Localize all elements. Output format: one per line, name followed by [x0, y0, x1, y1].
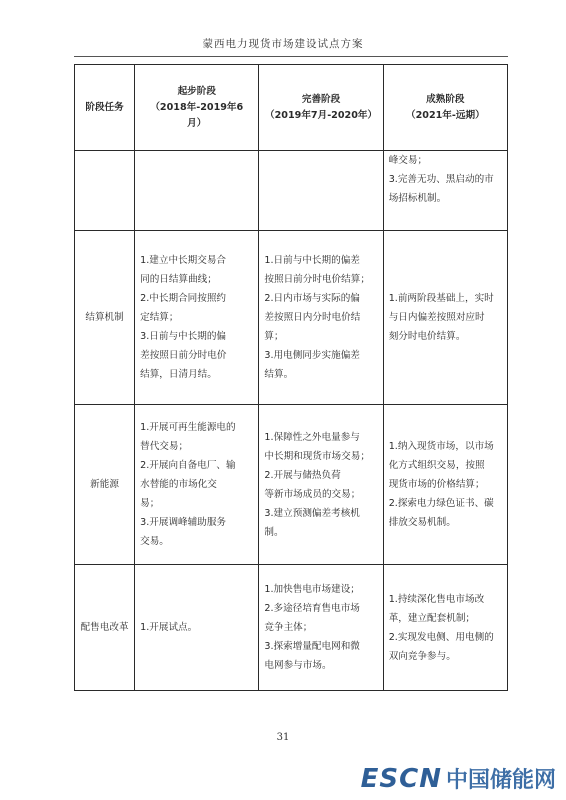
cell-text-line: 与日内偏差按照对应时 — [388, 312, 485, 323]
column-header-line: （2018年-2019年6 — [150, 101, 244, 113]
cell-mature-stage — [383, 151, 507, 231]
cell-text-line: 差按照日前分时电价 — [140, 350, 227, 361]
watermark-logo — [361, 763, 556, 794]
cell-text-line: 中长期和现货市场交易； — [264, 450, 370, 462]
cell-text-line: 结算。 — [264, 369, 294, 380]
cell-text-line: 1.前两阶段基础上，实时 — [388, 293, 494, 304]
cell-text-line: 排放交易机制。 — [388, 517, 456, 528]
cell-text-line: 易； — [140, 498, 160, 509]
watermark-latin: ESCN — [360, 763, 442, 794]
cell-text-line: 1.开展试点。 — [140, 622, 198, 633]
cell-text-line: 3.开展调峰辅助服务 — [140, 517, 227, 528]
cell-text-line: 水替能的市场化交 — [140, 479, 217, 490]
header-rule — [74, 56, 508, 57]
cell-start-stage — [135, 151, 259, 231]
cell-start-stage — [135, 231, 259, 405]
cell-text-line: 3.探索增量配电网和微 — [264, 641, 360, 652]
table-header-row — [75, 65, 508, 151]
cell-text-line: 1.保障性之外电量参与 — [264, 431, 360, 443]
cell-mature-stage — [383, 565, 507, 691]
cell-text-line: 2.探索电力绿色证书、碳 — [388, 498, 494, 509]
cell-improve-stage — [259, 231, 383, 405]
cell-mature-stage — [383, 231, 507, 405]
column-header-line: 完善阶段 — [301, 93, 341, 105]
cell-text-line: 竞争主体； — [264, 622, 313, 633]
cell-improve-stage — [259, 565, 383, 691]
column-header-line: （2019年7月-2020年） — [265, 109, 378, 121]
column-header-line: 成熟阶段 — [426, 93, 465, 105]
cell-text-line: 3.完善无功、黑启动的市 — [388, 174, 494, 185]
column-header-line: 阶段任务 — [85, 101, 124, 113]
cell-text-line: 差按照日内分时电价结 — [264, 312, 361, 323]
cell-text-line: 2.开展与储热负荷 — [264, 469, 341, 481]
cell-text-line: 等新市场成员的交易； — [264, 488, 361, 500]
row-task-label: 结算机制 — [75, 231, 135, 405]
cell-start-stage — [135, 405, 259, 565]
cell-text-line: 3.用电侧同步实施偏差 — [264, 350, 360, 361]
cell-text-line: 1.纳入现货市场，以市场 — [388, 441, 494, 452]
column-header-start-stage — [135, 65, 259, 151]
cell-improve-stage — [259, 151, 383, 231]
column-header-mature-stage — [383, 65, 507, 151]
cell-text-line: 化方式组织交易，按照 — [388, 460, 485, 471]
table-row — [75, 231, 508, 405]
stage-task-table — [74, 64, 508, 691]
cell-text-line: 1.建立中长期交易合 — [140, 255, 227, 266]
cell-text-line: 同的日结算曲线； — [140, 274, 217, 285]
cell-text-line: 制。 — [264, 526, 284, 538]
table-row — [75, 405, 508, 565]
cell-text-line: 场招标机制。 — [388, 193, 447, 204]
cell-text-line: 3.建立预测偏差考核机 — [264, 507, 360, 519]
cell-text-line: 2.实现发电侧、用电侧的 — [388, 631, 494, 643]
cell-text-line: 2.多途径培育售电市场 — [264, 603, 360, 614]
watermark-chinese: 中国储能网 — [445, 768, 556, 793]
row-task-label: 配售电改革 — [75, 565, 135, 691]
row-task-label — [75, 151, 135, 231]
column-header-line: （2021年-远期） — [406, 109, 485, 121]
cell-text-line: 1.日前与中长期的偏差 — [264, 255, 360, 266]
column-header-task — [75, 65, 135, 151]
column-header-improve-stage — [259, 65, 383, 151]
cell-text-line: 按照日前分时电价结算； — [264, 274, 370, 285]
cell-text-line: 1.加快售电市场建设； — [264, 584, 360, 595]
cell-text-line: 电网参与市场。 — [264, 660, 332, 671]
cell-text-line: 2.中长期合同按照约 — [140, 293, 227, 304]
cell-mature-stage — [383, 405, 507, 565]
cell-text-line: 替代交易； — [140, 441, 189, 452]
cell-text-line: 现货市场的价格结算； — [388, 479, 485, 490]
page-number: 31 — [276, 732, 290, 743]
cell-text-line: 交易。 — [140, 536, 169, 547]
cell-text-line: 双向竞争参与。 — [388, 650, 456, 662]
table-row — [75, 151, 508, 231]
cell-text-line: 2.日内市场与实际的偏 — [264, 293, 360, 304]
cell-text-line: 峰交易； — [388, 155, 428, 166]
cell-text-line: 革，建立配套机制； — [388, 612, 476, 624]
cell-text-line: 定结算； — [140, 312, 179, 323]
cell-improve-stage — [259, 405, 383, 565]
column-header-line: 起步阶段 — [177, 85, 216, 97]
cell-text-line: 3.日前与中长期的偏 — [140, 331, 227, 342]
column-header-line: 月） — [187, 117, 207, 129]
cell-text-line: 算； — [264, 331, 284, 342]
cell-text-line: 结算，日清月结。 — [140, 369, 217, 380]
table-row — [75, 565, 508, 691]
cell-text-line: 2.开展向自备电厂、输 — [140, 460, 236, 471]
cell-start-stage — [135, 565, 259, 691]
cell-text-line: 刻分时电价结算。 — [388, 331, 466, 342]
cell-text-line: 1.开展可再生能源电的 — [140, 422, 236, 433]
cell-text-line: 1.持续深化售电市场改 — [388, 593, 485, 605]
page-header-title: 蒙西电力现货市场建设试点方案 — [202, 38, 364, 50]
row-task-label: 新能源 — [75, 405, 135, 565]
